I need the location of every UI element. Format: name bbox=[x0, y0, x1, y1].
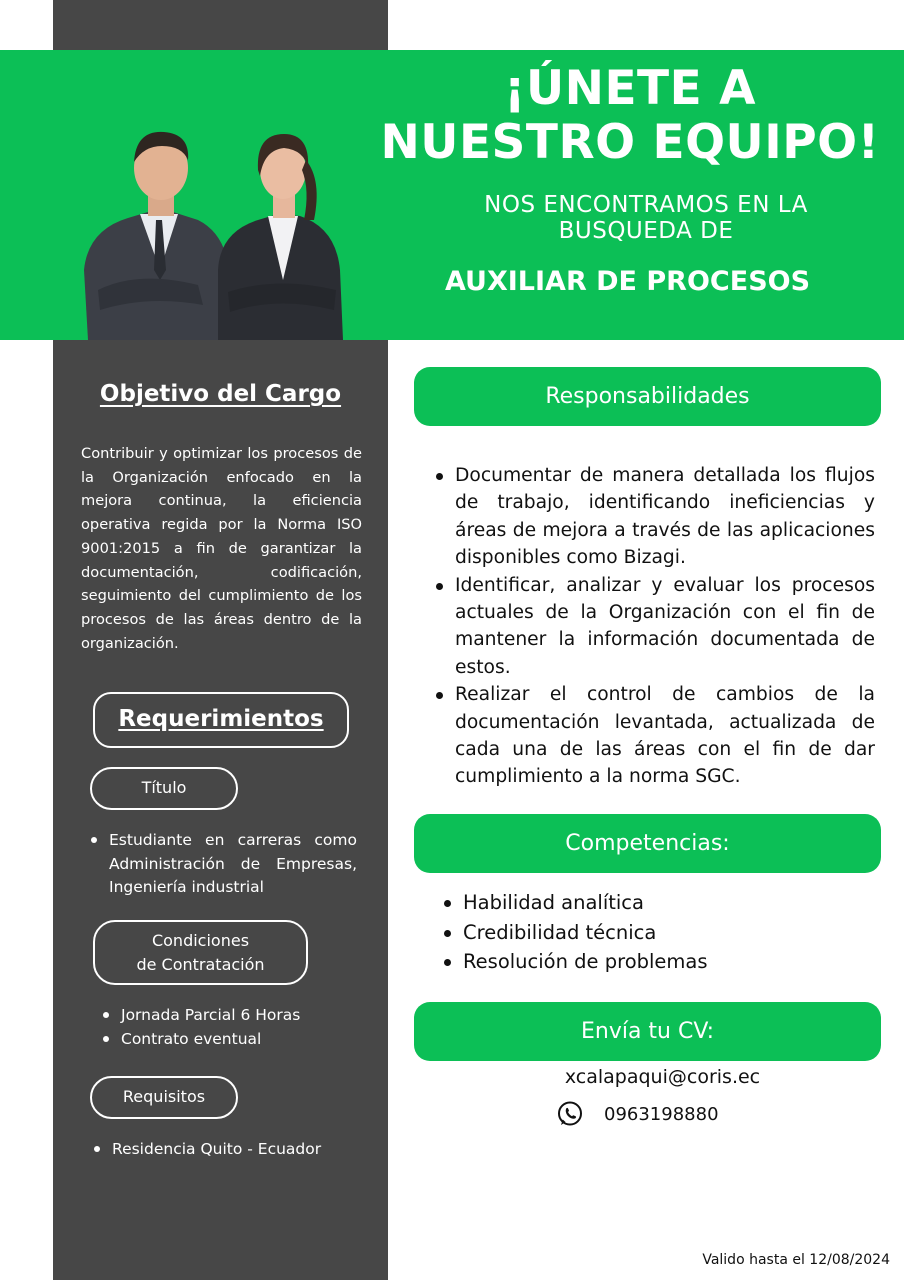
list-item: Realizar el control de cambios de la documentación levantada, actualizada de cada una de las áreas con el fin de dar cumplimiento a la norma SGC. bbox=[433, 681, 875, 791]
valid-until: Valido hasta el 12/08/2024 bbox=[702, 1252, 890, 1268]
objective-title: Objetivo del Cargo bbox=[99, 381, 342, 407]
list-item: Documentar de manera detallada los flujos de trabajo, identificando ineficiencias y áreas de mejora a través de las aplicaciones disponibles como Bizagi. bbox=[433, 462, 875, 572]
conditions-label bbox=[93, 920, 308, 985]
titulo-list bbox=[91, 829, 357, 900]
list-item: Identificar, analizar y evaluar los procesos actuales de la Organización con el fin de mantener la información documentada de estos. bbox=[433, 572, 875, 682]
list-item: Contrato eventual bbox=[103, 1028, 363, 1052]
requisitos-list bbox=[94, 1138, 374, 1162]
conditions-list bbox=[103, 1004, 363, 1051]
list-item: Jornada Parcial 6 Horas bbox=[103, 1004, 363, 1028]
headline: ¡ÚNETE A NUESTRO EQUIPO! bbox=[380, 61, 880, 170]
titulo-label: Título bbox=[90, 767, 238, 810]
team-photo bbox=[78, 120, 348, 340]
responsibilities-heading: Responsabilidades bbox=[414, 367, 881, 426]
requirements-heading: Requerimientos bbox=[93, 692, 349, 748]
requisitos-label: Requisitos bbox=[90, 1076, 238, 1119]
subheadline: NOS ENCONTRAMOS EN LA BUSQUEDA DE bbox=[484, 192, 808, 244]
list-item: Estudiante en carreras como Administración de Empresas, Ingeniería industrial bbox=[91, 829, 357, 900]
contact-phone-row[interactable] bbox=[556, 1099, 719, 1129]
list-item: Credibilidad técnica bbox=[441, 918, 861, 948]
conditions-label-line: de Contratación bbox=[136, 955, 265, 974]
position-title: AUXILIAR DE PROCESOS bbox=[444, 266, 811, 297]
objective-text: Contribuir y optimizar los procesos de la Organización enfocado en la mejora continua, la eficiencia operativa regida por la Norma ISO 9001:2015 a fin de garantizar la documentación, codificación, seguimiento del cumplimiento de los procesos de las áreas dentro de la organización. bbox=[81, 445, 362, 652]
contact-email[interactable]: xcalapaqui@coris.ec bbox=[564, 1066, 761, 1088]
list-item: Residencia Quito - Ecuador bbox=[94, 1138, 374, 1162]
whatsapp-icon bbox=[556, 1100, 584, 1128]
conditions-label-line: Condiciones bbox=[151, 931, 250, 950]
send-cv-heading: Envía tu CV: bbox=[414, 1002, 881, 1061]
competencies-heading: Competencias: bbox=[414, 814, 881, 873]
responsibilities-list bbox=[433, 462, 875, 791]
contact-phone: 0963198880 bbox=[604, 1103, 719, 1125]
list-item: Resolución de problemas bbox=[441, 947, 861, 977]
competencies-list bbox=[441, 888, 861, 977]
list-item: Habilidad analítica bbox=[441, 888, 861, 918]
